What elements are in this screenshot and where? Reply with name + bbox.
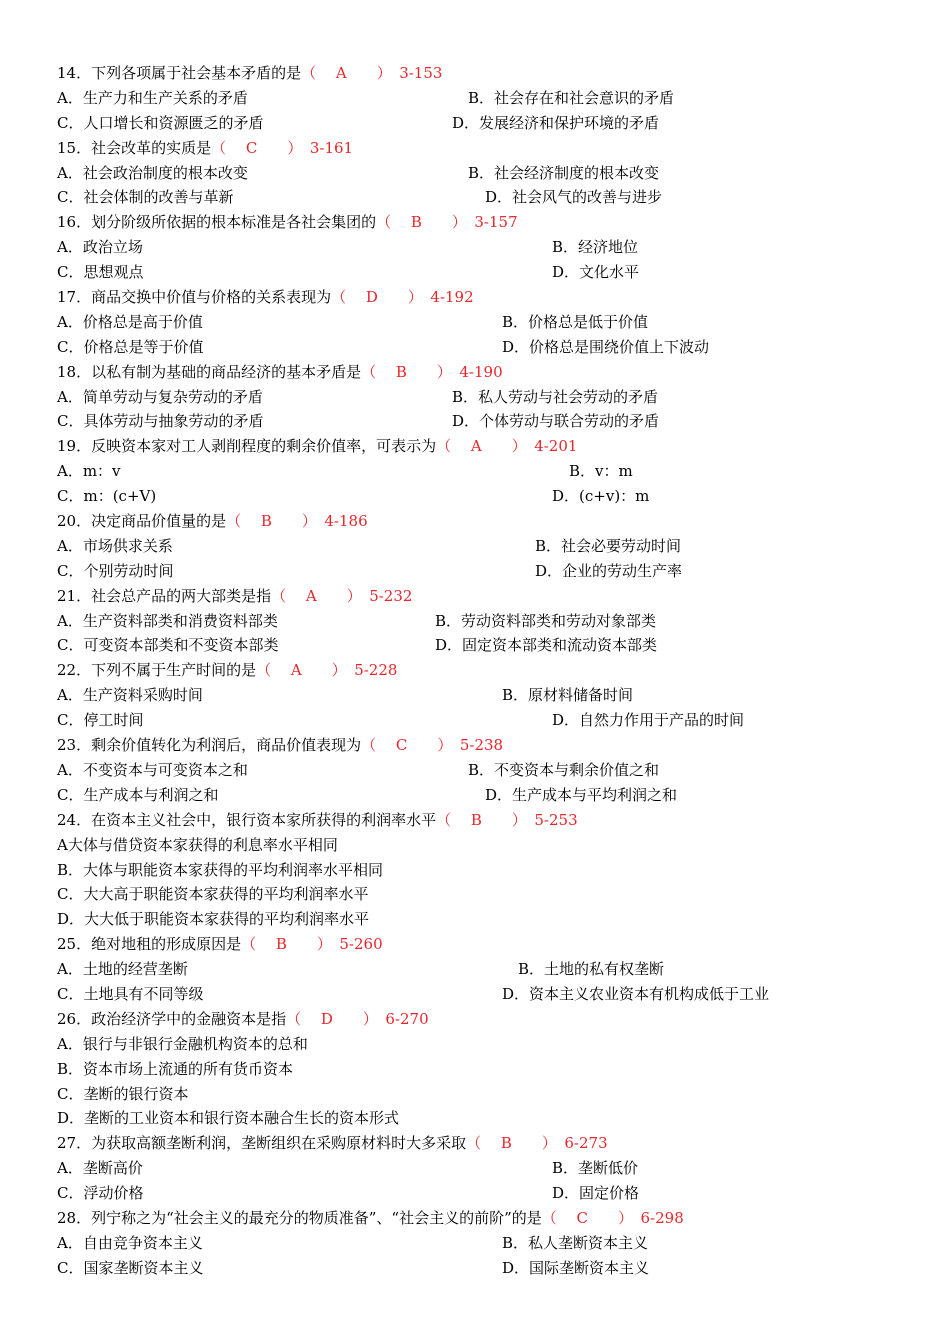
answer-key: （ D ） 4-192	[331, 288, 474, 307]
option-row	[0, 1156, 950, 1181]
question-text: 22．下列不属于生产时间的是	[57, 661, 257, 680]
option-b: B．v：m	[569, 462, 633, 481]
option-b: B．垄断低价	[552, 1159, 639, 1178]
option-a: A．生产资料采购时间	[57, 686, 203, 705]
option-row	[0, 708, 950, 733]
option-c: C．社会体制的改善与革新	[57, 188, 234, 207]
question-stem	[0, 1007, 950, 1032]
question-stem	[0, 808, 950, 833]
option-row	[0, 982, 950, 1007]
question-stem	[0, 733, 950, 758]
option-d: D．生产成本与平均利润之和	[485, 785, 678, 804]
question-text: 17．商品交换中价值与价格的关系表现为	[57, 288, 332, 307]
option-a: A．简单劳动与复杂劳动的矛盾	[57, 387, 263, 406]
option-b: B．私人劳动与社会劳动的矛盾	[452, 387, 659, 406]
question-text: 21．社会总产品的两大部类是指	[57, 586, 272, 605]
question-stem	[0, 1206, 950, 1231]
option-c: C．m：(c+V)	[57, 487, 157, 506]
answer-key: （ A ） 5-228	[256, 661, 398, 680]
option-a: A．土地的经营垄断	[57, 960, 188, 979]
option-c: C．浮动价格	[57, 1184, 144, 1203]
option-row	[0, 1106, 950, 1131]
option-b: B．价格总是低于价值	[502, 312, 649, 331]
question-text: 25．绝对地租的形成原因是	[57, 935, 242, 954]
option-row	[0, 907, 950, 932]
option-row	[0, 858, 950, 883]
option-a: A．生产资料部类和消费资料部类	[57, 611, 278, 630]
answer-key: （ B ） 4-190	[361, 362, 503, 381]
answer-key: （ B ） 5-260	[241, 935, 383, 954]
option-row	[0, 882, 950, 907]
question-text: 14．下列各项属于社会基本矛盾的是	[57, 64, 302, 82]
question-text: 26．政治经济学中的金融资本是指	[57, 1009, 287, 1028]
question-stem	[0, 136, 950, 161]
option-row	[0, 335, 950, 360]
option-a: A．垄断高价	[57, 1159, 143, 1178]
option-row	[0, 559, 950, 584]
option-c: C．土地具有不同等级	[57, 984, 204, 1003]
answer-key: （ B ） 4-186	[226, 512, 368, 531]
option-row	[0, 111, 950, 136]
question-stem	[0, 509, 950, 534]
question-stem	[0, 360, 950, 385]
question-stem	[0, 285, 950, 310]
option-row	[0, 161, 950, 186]
option-c: C．个别劳动时间	[57, 561, 174, 580]
option-row	[0, 609, 950, 634]
option-d: D．价格总是围绕价值上下波动	[502, 337, 710, 356]
option-b: B．原材料储备时间	[502, 686, 634, 705]
option-row	[0, 833, 950, 858]
option-row	[0, 1057, 950, 1082]
question-text: 27．为获取高额垄断利润，垄断组织在采购原材料时大多采取	[57, 1134, 467, 1153]
option-a: A．生产力和生产关系的矛盾	[57, 88, 248, 107]
option-c: C．具体劳动与抽象劳动的矛盾	[57, 412, 264, 431]
option-c: C．停工时间	[57, 711, 144, 730]
question-text: 23．剩余价值转化为利润后，商品价值表现为	[57, 736, 362, 755]
option-b: B．劳动资料部类和劳动对象部类	[435, 611, 657, 630]
option-row	[0, 260, 950, 285]
option-row	[0, 1082, 950, 1107]
option-row	[0, 783, 950, 808]
option-d: D．固定价格	[552, 1184, 640, 1203]
option-b: B．经济地位	[552, 238, 639, 257]
option-a: A．政治立场	[57, 238, 143, 257]
answer-key: （ A ） 5-232	[271, 586, 413, 605]
answer-key: （ B ） 6-273	[466, 1134, 608, 1153]
question-text: 18．以私有制为基础的商品经济的基本矛盾是	[57, 362, 362, 381]
option-a: A．市场供求关系	[57, 536, 173, 555]
answer-key: （ B ） 5-253	[436, 810, 578, 829]
option-row	[0, 86, 950, 111]
option-d: D．企业的劳动生产率	[535, 561, 683, 580]
option-c: C．价格总是等于价值	[57, 337, 204, 356]
option-a: A．社会政治制度的根本改变	[57, 163, 248, 182]
option-c: C．人口增长和资源匮乏的矛盾	[57, 113, 264, 132]
option-d: D．固定资本部类和流动资本部类	[435, 636, 658, 655]
option-row	[0, 459, 950, 484]
question-stem	[0, 1131, 950, 1156]
option-row	[0, 310, 950, 335]
option-b: B．私人垄断资本主义	[502, 1233, 649, 1252]
answer-key: （ A ） 3-153	[301, 64, 443, 82]
question-stem	[0, 584, 950, 609]
option-d: D．个体劳动与联合劳动的矛盾	[452, 412, 660, 431]
option-c: C．可变资本部类和不变资本部类	[57, 636, 279, 655]
option-row	[0, 235, 950, 260]
option-row	[0, 758, 950, 783]
option-row	[0, 633, 950, 658]
question-text: 16．划分阶级所依据的根本标准是各社会集团的	[57, 213, 377, 232]
option-d: D．社会风气的改善与进步	[485, 188, 663, 207]
option-row	[0, 484, 950, 509]
question-text: 15．社会改革的实质是	[57, 138, 212, 157]
option-b: B．社会存在和社会意识的矛盾	[468, 88, 675, 107]
option-row	[0, 1181, 950, 1206]
question-text: 24．在资本主义社会中，银行资本家所获得的利润率水平	[57, 810, 437, 829]
option-a: A．银行与非银行金融机构资本的总和	[57, 1034, 308, 1053]
option-c: C．大大高于职能资本家获得的平均利润率水平	[57, 885, 369, 904]
option-a: A大体与借贷资本家获得的利息率水平相同	[57, 835, 338, 854]
question-text: 19．反映资本家对工人剥削程度的剩余价值率，可表示为	[57, 437, 437, 456]
option-d: D．国际垄断资本主义	[502, 1258, 650, 1277]
question-list	[0, 61, 950, 1281]
option-a: A．价格总是高于价值	[57, 312, 203, 331]
question-stem	[0, 658, 950, 683]
option-row	[0, 1231, 950, 1256]
option-b: B．大体与职能资本家获得的平均利润率水平相同	[57, 860, 384, 879]
question-stem	[0, 210, 950, 235]
question-text: 28．列宁称之为“社会主义的最充分的物质准备”、“社会主义的前阶”的是	[57, 1208, 542, 1227]
option-d: D．(c+v)：m	[552, 487, 650, 506]
option-d: D．资本主义农业资本有机构成低于工业	[502, 984, 770, 1003]
option-row	[0, 1032, 950, 1057]
answer-key: （ B ） 3-157	[376, 213, 518, 232]
option-c: C．思想观点	[57, 263, 144, 282]
option-row	[0, 1256, 950, 1281]
option-b: B．社会经济制度的根本改变	[468, 163, 660, 182]
option-a: A．自由竞争资本主义	[57, 1233, 203, 1252]
option-row	[0, 409, 950, 434]
option-d: D．文化水平	[552, 263, 640, 282]
option-b: B．不变资本与剩余价值之和	[468, 760, 660, 779]
option-c: C．国家垄断资本主义	[57, 1258, 204, 1277]
question-stem	[0, 61, 950, 86]
option-b: B．社会必要劳动时间	[535, 536, 682, 555]
option-b: B．土地的私有权垄断	[518, 960, 665, 979]
option-a: A．不变资本与可变资本之和	[57, 760, 248, 779]
question-stem	[0, 434, 950, 459]
answer-key: （ A ） 4-201	[436, 437, 578, 456]
option-d: D．垄断的工业资本和银行资本融合生长的资本形式	[57, 1109, 400, 1128]
option-row	[0, 957, 950, 982]
answer-key: （ C ） 3-161	[211, 138, 354, 157]
question-text: 20．决定商品价值量的是	[57, 512, 227, 531]
answer-key: （ D ） 6-270	[286, 1009, 429, 1028]
option-row	[0, 683, 950, 708]
option-c: C．生产成本与利润之和	[57, 785, 219, 804]
option-row	[0, 385, 950, 410]
option-d: D．大大低于职能资本家获得的平均利润率水平	[57, 910, 370, 929]
answer-key: （ C ） 6-298	[541, 1208, 684, 1227]
option-row	[0, 185, 950, 210]
answer-key: （ C ） 5-238	[361, 736, 504, 755]
option-row	[0, 534, 950, 559]
option-d: D．发展经济和保护环境的矛盾	[452, 113, 660, 132]
option-d: D．自然力作用于产品的时间	[552, 711, 745, 730]
option-b: B．资本市场上流通的所有货币资本	[57, 1059, 294, 1078]
question-stem	[0, 932, 950, 957]
option-a: A．m：v	[57, 462, 121, 481]
option-c: C．垄断的银行资本	[57, 1084, 189, 1103]
